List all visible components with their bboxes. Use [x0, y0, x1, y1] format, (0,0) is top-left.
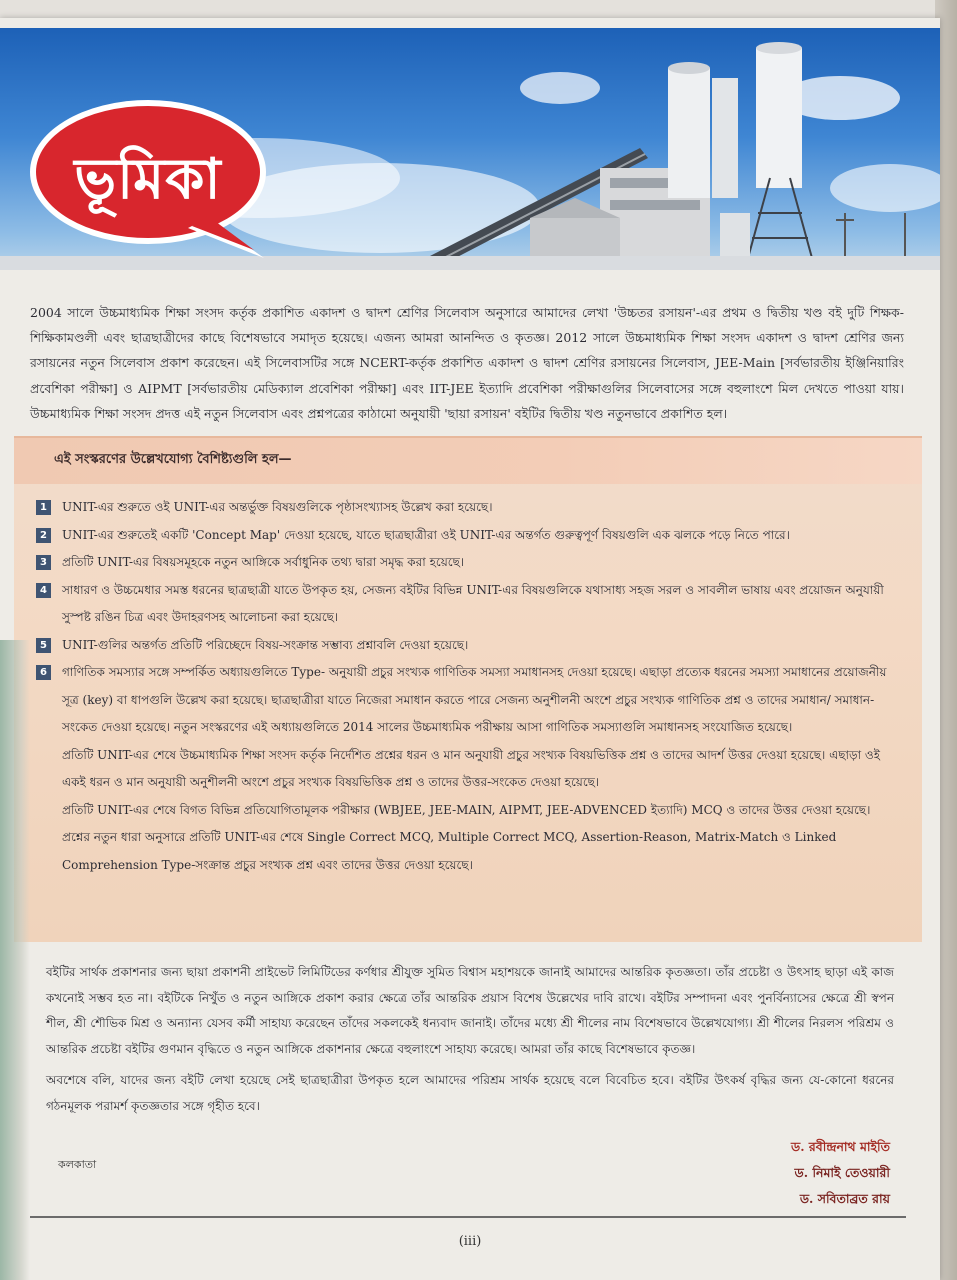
- item-number-badge: 3: [36, 555, 51, 570]
- book-page: [0, 18, 940, 1280]
- item-text: UNIT-এর শুরুতে ওই UNIT-এর অন্তর্ভুক্ত বিষয়গুলিকে পৃষ্ঠাসংখ্যাসহ উল্লেখ করা হয়েছে।: [62, 500, 493, 514]
- page-edge-left: [0, 640, 30, 1280]
- item-number-badge: 5: [36, 638, 51, 653]
- item-text: প্রতিটি UNIT-এর বিষয়সমূহকে নতুন আঙ্গিকে সর্বাধুনিক তথ্য দ্বারা সমৃদ্ধ করা হয়েছে।: [62, 555, 465, 569]
- list-item: [36, 549, 906, 577]
- title-speech-bubble: [28, 98, 288, 268]
- closing-section: [46, 960, 894, 1125]
- footer-divider: [30, 1216, 906, 1218]
- author-name: ড. নিমাই তেওয়ারী: [794, 1165, 890, 1180]
- item-text: সাধারণ ও উচ্চমেধার সমস্ত ধরনের ছাত্রছাত্রী যাতে উপকৃত হয়, সেজন্য বইটির বিভিন্ন UNIT-এর বিষয়গুলিকে যথাসাধ্য সহজ সরল ও সাবলীল ভাষায় এবং প্রয়োজন অনুযায়ী সুস্পষ্ট রঙিন চিত্র এবং উদাহরণসহ আলোচনা করা হয়েছে।: [62, 582, 884, 624]
- page-number: (iii): [458, 1234, 482, 1249]
- list-item: [36, 577, 906, 632]
- intro-paragraph: 2004 সালে উচ্চমাধ্যমিক শিক্ষা সংসদ কর্তৃক প্রকাশিত একাদশ ও দ্বাদশ শ্রেণির সিলেবাস অনুসারে আমাদের লেখা 'উচ্চতর রসায়ন'-এর প্রথম ও দ্বিতীয় খণ্ড বই দুটি শিক্ষক-শিক্ষিকামণ্ডলী এবং ছাত্রছাত্রীদের কাছে বিশেষভাবে সমাদৃত হয়েছে। এজন্য আমরা আনন্দিত ও কৃতজ্ঞ। 2012 সালে উচ্চমাধ্যমিক শিক্ষা সংসদ একাদশ ও দ্বাদশ শ্রেণির জন্য রসায়নের নতুন সিলেবাস প্রকাশ করেছেন। এই সিলেবাসটির সঙ্গে NCERT-কর্তৃক প্রকাশিত একাদশ ও দ্বাদশ শ্রেণির রসায়নের সিলেবাস, JEE-Main [সর্বভারতীয় ইঞ্জিনিয়ারিং প্রবেশিকা পরীক্ষা] ও AIPMT [সর্বভারতীয় মেডিক্যাল প্রবেশিকা পরীক্ষা] এবং IIT-JEE ইত্যাদি প্রবেশিকা পরীক্ষাগুলির সিলেবাসের সঙ্গে বহুলাংশে মিল দেখতে পাওয়া যায়। উচ্চমাধ্যমিক শিক্ষা সংসদ প্রদত্ত এই নতুন সিলেবাস এবং প্রশ্নপত্রের কাঠামো অনুযায়ী 'ছায়া রসায়ন' বইটির দ্বিতীয় খণ্ড নতুনভাবে প্রকাশিত হল।: [30, 305, 904, 421]
- features-title: এই সংস্করণের উল্লেখযোগ্য বৈশিষ্ট্যগুলি হল—: [54, 452, 292, 467]
- list-item: [36, 494, 906, 522]
- acknowledgement-paragraph: বইটির সার্থক প্রকাশনার জন্য ছায়া প্রকাশনী প্রাইভেট লিমিটিডের কর্ণধার শ্রীযুক্ত সুমিত বিশ্বাস মহাশয়কে জানাই আমাদের আন্তরিক কৃতজ্ঞতা। তাঁর প্রচেষ্টা ও উৎসাহ ছাড়া এই কাজ কখনোই সম্ভব হত না। বইটিকে নিখুঁত ও নতুন আঙ্গিকে প্রকাশ করার ক্ষেত্রে তাঁর আন্তরিক প্রয়াস বিশেষ উল্লেখের দাবি রাখে। বইটির সম্পাদনা এবং পুনর্বিন্যাসের ক্ষেত্রে শ্রী স্বপন শীল, শ্রী শৌভিক মিশ্র ও অন্যান্য যেসব কর্মী সাহায্য করেছেন তাঁদের সকলকেই ধন্যবাদ জানাই। তাঁদের মধ্যে শ্রী শীলের নাম বিশেষভাবে উল্লেখযোগ্য। শ্রী শীলের নিরলস পরিশ্রম ও আন্তরিক প্রচেষ্টা বইটির গুণমান বৃদ্ধিতে ও নতুন আঙ্গিকে প্রকাশনার ক্ষেত্রে বহুলাংশে সাহায্য করেছে। আমরা তাঁর কাছে বিশেষভাবে কৃতজ্ঞ।: [46, 965, 894, 1056]
- list-item: [36, 742, 906, 797]
- author-signatures: [700, 1134, 890, 1212]
- author-name: ড. রবীন্দ্রনাথ মাইতি: [791, 1139, 890, 1154]
- item-number-badge: 4: [36, 583, 51, 598]
- features-box: [14, 436, 922, 942]
- item-text: UNIT-গুলির অন্তর্গত প্রতিটি পরিচ্ছেদে বিষয়-সংক্রান্ত সম্ভাব্য প্রশ্নাবলি দেওয়া হয়েছে।: [62, 637, 469, 652]
- list-item: [36, 632, 906, 660]
- item-number-badge: 2: [36, 528, 51, 543]
- item-text: প্রতিটি UNIT-এর শেষে উচ্চমাধ্যমিক শিক্ষা সংসদ কর্তৃক নির্দেশিত প্রশ্নের ধরন ও মান অনুযায়ী প্রচুর সংখ্যক বিষয়ভিত্তিক প্রশ্ন ও তাদের আদর্শ উত্তর দেওয়া হয়েছে। এছাড়া ওই একই ধরন ও মান অনুযায়ী অনুশীলনী অংশে প্রচুর সংখ্যক বিষয়ভিত্তিক প্রশ্ন ও তাদের উত্তর-সংকেত দেওয়া হয়েছে।: [62, 747, 880, 789]
- item-number-badge: 1: [36, 500, 51, 515]
- final-paragraph: অবশেষে বলি, যাদের জন্য বইটি লেখা হয়েছে সেই ছাত্রছাত্রীরা উপকৃত হলে আমাদের পরিশ্রম সার্থক হয়েছে বলে বিবেচিত হবে। বইটির উৎকর্ষ বৃদ্ধির জন্য যে-কোনো ধরনের গঠনমূলক পরামর্শ কৃতজ্ঞতার সঙ্গে গৃহীত হবে।: [46, 1073, 894, 1113]
- item-text: UNIT-এর শুরুতেই একটি 'Concept Map' দেওয়া হয়েছে, যাতে ছাত্রছাত্রীরা ওই UNIT-এর অন্তর্গত গুরুত্বপূর্ণ বিষয়গুলি এক ঝলকে পড়ে নিতে পারে।: [62, 527, 790, 542]
- list-item: [36, 522, 906, 550]
- list-item: [36, 824, 906, 879]
- list-item: [36, 797, 906, 825]
- features-header: [14, 436, 922, 484]
- place-label: কলকাতা: [58, 1158, 97, 1171]
- page-title: ভূমিকা: [74, 147, 222, 212]
- list-item: [36, 659, 906, 742]
- header-banner: [0, 28, 940, 270]
- features-list: [36, 494, 906, 879]
- author-name: ড. সবিতাব্রত রায়: [799, 1191, 890, 1206]
- item-text: প্রশ্নের নতুন ধারা অনুসারে প্রতিটি UNIT-এর শেষে Single Correct MCQ, Multiple Correct MCQ, Assertion-Reason, Matrix-Match ও Linked Comprehension Type-সংক্রান্ত প্রচুর সংখ্যক প্রশ্ন এবং তাদের উত্তর দেওয়া হয়েছে।: [62, 830, 837, 872]
- item-text: গাণিতিক সমস্যার সঙ্গে সম্পর্কিত অধ্যায়গুলিতে Type- অনুযায়ী প্রচুর সংখ্যক গাণিতিক সমস্যা সমাধানসহ দেওয়া হয়েছে। এছাড়া প্রত্যেক ধরনের সমস্যা সমাধানের প্রয়োজনীয় সূত্র (key) বা ধাপগুলি উল্লেখ করা হয়েছে। ছাত্রছাত্রীরা যাতে নিজেরা সমাধান করতে পারে সেজন্য অনুশীলনী অংশে প্রচুর সংখ্যক গাণিতিক প্রশ্ন ও তাদের সমাধান/ সমাধান-সংকেত দেওয়া হয়েছে। নতুন সংস্করণের এই অধ্যায়গুলিতে 2014 সালের উচ্চমাধ্যমিক পরীক্ষায় আসা গাণিতিক সমস্যাগুলি সমাধানসহ সংযোজিত হয়েছে।: [62, 665, 887, 734]
- item-text: প্রতিটি UNIT-এর শেষে বিগত বিভিন্ন প্রতিযোগিতামূলক পরীক্ষার (WBJEE, JEE-MAIN, AIPMT, JEE-ADVENCED ইত্যাদি) MCQ ও তাদের উত্তর দেওয়া হয়েছে।: [62, 802, 871, 817]
- item-number-badge: 6: [36, 665, 51, 680]
